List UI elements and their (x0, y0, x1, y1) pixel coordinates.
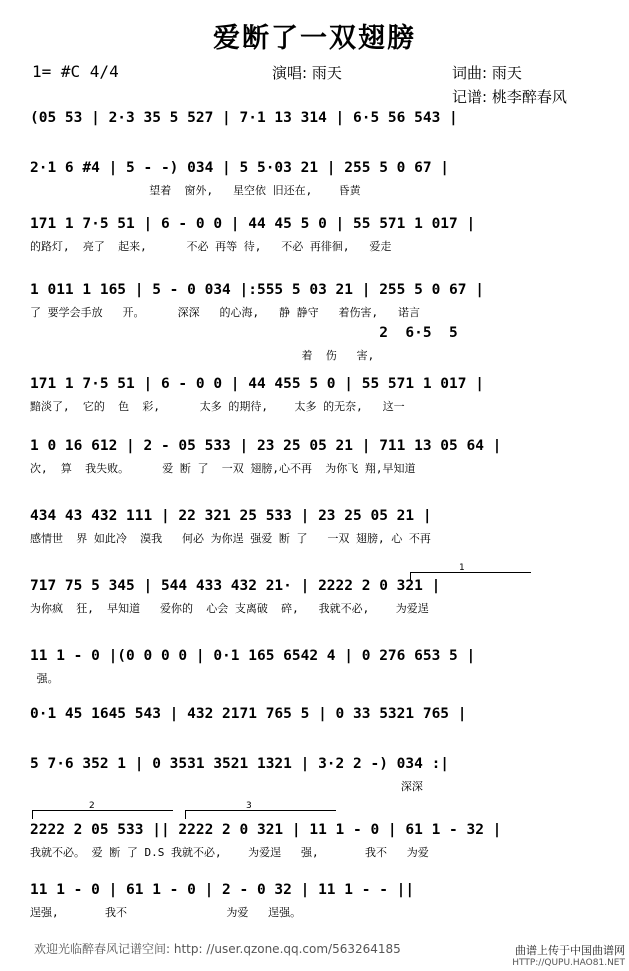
notation-line: 11 1 - 0 |(0 0 0 0 | 0·1 165 6542 4 | 0 276 653 5 | (30, 648, 476, 664)
notation-line: 0·1 45 1645 543 | 432 2171 765 5 | 0 33 5321 765 | (30, 706, 467, 722)
watermark-url[interactable]: HTTP://QUPU.HAO81.NET (512, 958, 625, 968)
lyric-line: 感情世 界 如此冷 漠我 何必 为你逞 强爱 断 了 一双 翅膀, 心 不再 (30, 532, 431, 545)
notation-line: 11 1 - 0 | 61 1 - 0 | 2 - 0 32 | 11 1 - - || (30, 882, 415, 898)
lyric-line: 着 伤 害, (30, 349, 375, 362)
lyric-line: 强。 (30, 672, 59, 685)
watermark-site: 曲谱上传于中国曲谱网 (515, 944, 625, 957)
notation-line: 5 7·6 352 1 | 0 3531 3521 1321 | 3·2 2 -) 034 :| (30, 756, 450, 772)
notation-line: 2 6·5 5 (30, 325, 458, 341)
notation-line: 2222 2 05 533 || 2222 2 0 321 | 11 1 - 0 | 61 1 - 32 | (30, 822, 502, 838)
footer-watermark (512, 944, 625, 970)
volta-2: 2 (32, 810, 173, 819)
notation-line: 1 011 1 165 | 5 - 0 034 |:555 5 03 21 | 255 5 0 67 | (30, 282, 484, 298)
lyric-line: 了 要学会手放 开。 深深 的心海, 静 静守 着伤害, 诺言 (30, 306, 420, 319)
notation-line: 717 75 5 345 | 544 433 432 21· | 2222 2 0 321 | (30, 578, 441, 594)
lyric-line: 深深 (30, 780, 423, 793)
key-signature: 1= #C 4/4 (32, 62, 119, 81)
song-title: 爱断了一双翅膀 (213, 23, 416, 54)
lyric-line: 望着 窗外, 星空依 旧还在, 昏黄 (30, 184, 361, 197)
lyric-line: 次, 算 我失败。 爱 断 了 一双 翅膀,心不再 为你飞 翔,早知道 (30, 462, 416, 475)
notation-line: 434 43 432 111 | 22 321 25 533 | 23 25 05 21 | (30, 508, 432, 524)
lyric-line: 为你疯 狂, 早知道 爱你的 心会 支离破 碎, 我就不必, 为爱逞 (30, 602, 429, 615)
notation-line: 1 0 16 612 | 2 - 05 533 | 23 25 05 21 | 711 13 05 64 | (30, 438, 502, 454)
lyric-line: 的路灯, 亮了 起来, 不必 再等 待, 不必 再徘徊, 爱走 (30, 240, 392, 253)
notation-line: 2·1 6 #4 | 5 - -) 034 | 5 5·03 21 | 255 5 0 67 | (30, 160, 450, 176)
lyricist-credit: 词曲: 雨天 (452, 64, 522, 82)
lyric-line: 逞强, 我不 为爱 逞强。 (30, 906, 302, 919)
notation-line: 171 1 7·5 51 | 6 - 0 0 | 44 45 5 0 | 55 571 1 017 | (30, 216, 476, 232)
volta-3: 3 (185, 810, 336, 819)
notation-line: 171 1 7·5 51 | 6 - 0 0 | 44 455 5 0 | 55 571 1 017 | (30, 376, 484, 392)
transcriber-credit: 记谱: 桃李醉春风 (452, 88, 567, 106)
singer-credit: 演唱: 雨天 (272, 64, 342, 82)
lyric-line: 黯淡了, 它的 色 彩, 太多 的期待, 太多 的无奈, 这一 (30, 400, 405, 413)
lyric-line: 我就不必。 爱 断 了 D.S 我就不必, 为爱逞 强, 我不 为爱 (30, 846, 429, 859)
footer-link[interactable]: 欢迎光临醉春风记谱空间: http: //user.qzone.qq.com/563264185 (34, 942, 401, 956)
volta-1: 1 (410, 572, 531, 581)
notation-line: (05 53 | 2·3 35 5 527 | 7·1 13 314 | 6·5 56 543 | (30, 110, 458, 126)
